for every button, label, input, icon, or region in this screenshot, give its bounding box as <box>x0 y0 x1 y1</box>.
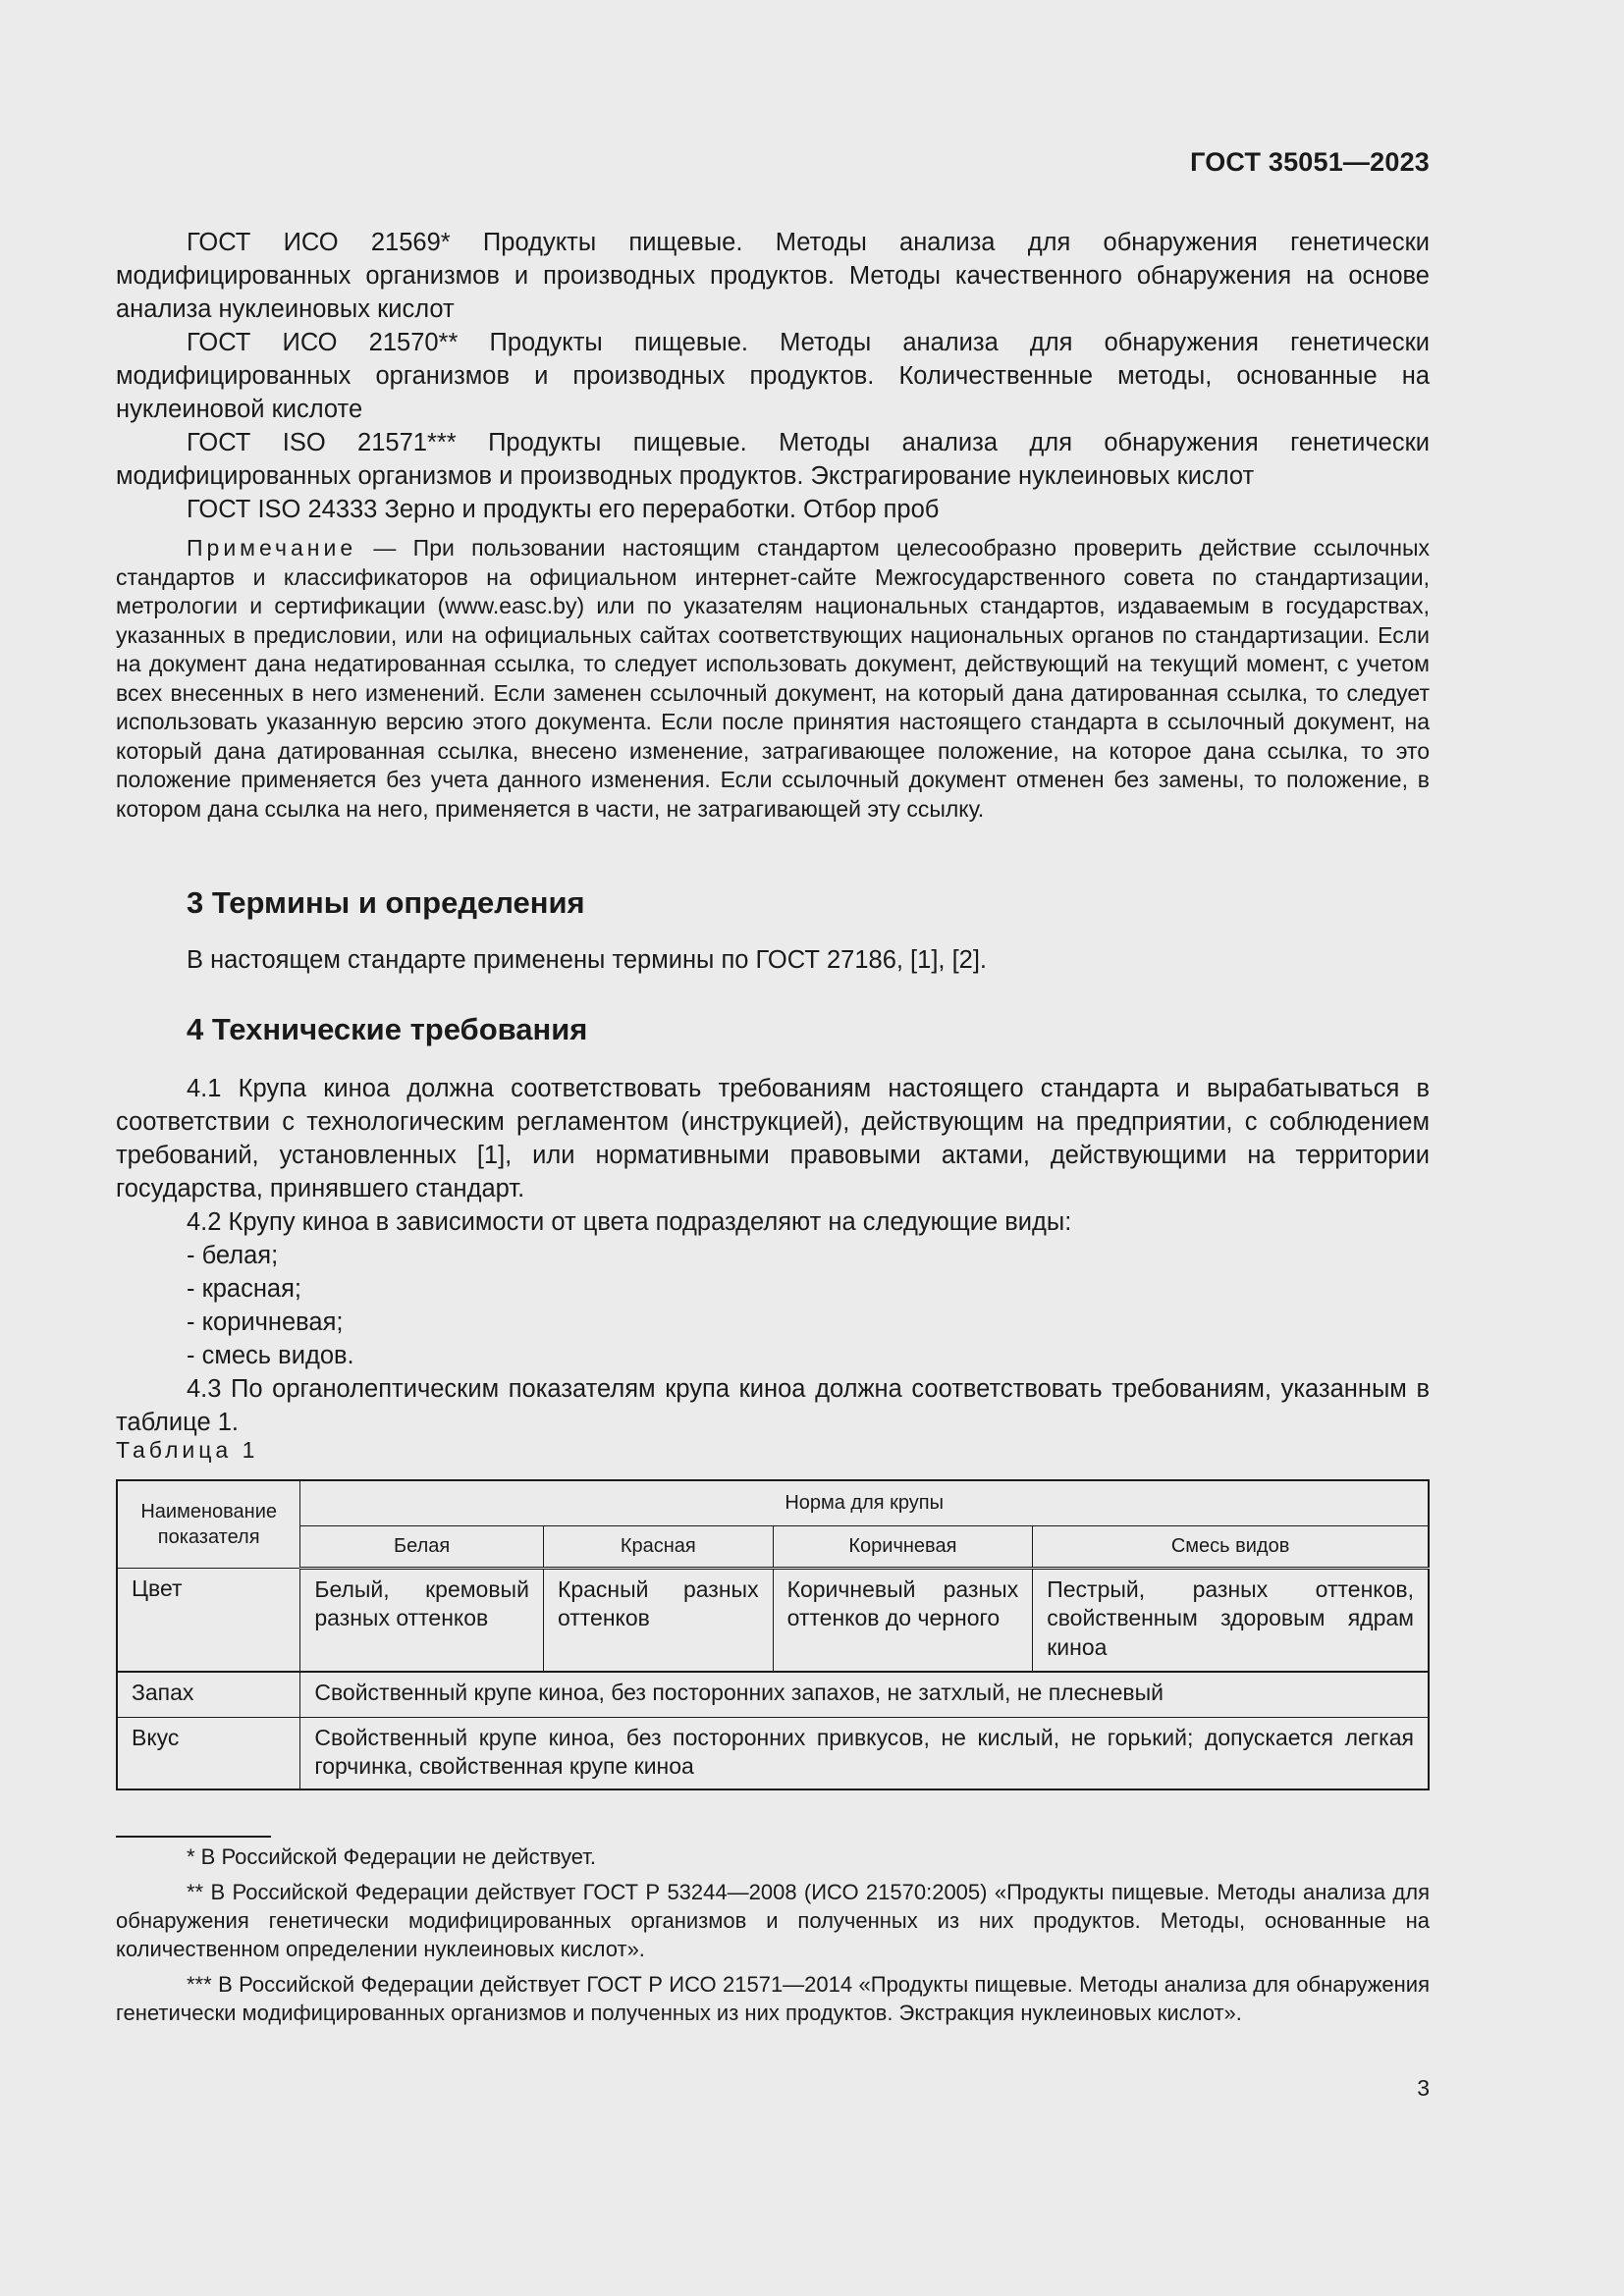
table-caption: Таблица 1 <box>116 1437 259 1463</box>
kind-list-item: - красная; <box>187 1275 302 1303</box>
note-label: Примечание <box>187 535 357 561</box>
table-row <box>117 1717 1429 1789</box>
row-name-color: Цвет <box>117 1568 300 1672</box>
table-cell: Свойственный крупе киноа, без посторонних запахов, не затхлый, не плесневый <box>300 1672 1429 1717</box>
col-header-group: Норма для крупы <box>300 1480 1429 1525</box>
col-header-white: Белая <box>300 1525 544 1568</box>
section-3-text: В настоящем стандарте применены термины по ГОСТ 27186, [1], [2]. <box>187 946 988 974</box>
section-4-heading: 4 Технические требования <box>187 1012 588 1046</box>
note-paragraph <box>116 534 1430 824</box>
reference-item: ГОСТ ISO 21571*** Продукты пищевые. Методы анализа для обнаружения генетически модифицированных организмов и производных продуктов. Экстрагирование нуклеиновых кислот <box>116 429 1430 490</box>
footnote-item: ** В Российской Федерации действует ГОСТ Р 53244—2008 (ИСО 21570:2005) «Продукты пищевые. Методы анализа для обнаружения генетически модифицированных организмов и полученных из них продуктов. Методы, основанные на количественном определении нуклеиновых кислот». <box>116 1880 1430 1961</box>
footnote-item: * В Российской Федерации не действует. <box>187 1844 596 1869</box>
document-header-code: ГОСТ 35051—2023 <box>1190 147 1430 177</box>
note-text: — При пользовании настоящим стандартом целесообразно проверить действие ссылочных стандартов и классификаторов на официальном интернет-сайте Межгосударственного совета по стандартизации, метрологии и сертификации (www.easc.by) или по указателям национальных стандартов, издаваемым в государствах, указанных в предисловии, или на официальных сайтах соответствующих национальных органов по стандартизации. Если на документ дана недатированная ссылка, то следует использовать документ, действующий на текущий момент, с учетом всех внесенных в него изменений. Если заменен ссылочный документ, на который дана датированная ссылка, то следует использовать указанную версию этого документа. Если после принятия настоящего стандарта в ссылочный документ, на который дана датированная ссылка, внесено изменение, затрагивающее положение, на которое дана ссылка, то это положение применяется без учета данного изменения. Если ссылочный документ отменен без замены, то положение, в котором дана ссылка на него, применяется в части, не затрагивающей эту ссылку. <box>116 535 1430 822</box>
clause-4-1: 4.1 Крупа киноа должна соответствовать требованиям настоящего стандарта и вырабатываться в соответствии с технологическим регламентом (инструкцией), действующим на предприятии, с соблюдением требований, установленных [1], или нормативными правовыми актами, действующими на территории государства, принявшего стандарт. <box>116 1075 1430 1202</box>
section-3-heading: 3 Термины и определения <box>187 885 585 920</box>
table-cell: Пестрый, разных оттенков, свойственным здоровым ядрам киноа <box>1033 1568 1429 1672</box>
clause-4-3: 4.3 По органолептическим показателям крупа киноа должна соответствовать требованиям, указанным в таблице 1. <box>116 1375 1430 1436</box>
footnotes <box>116 1842 1430 2034</box>
requirements-block <box>116 1072 1430 1439</box>
organoleptic-table <box>116 1479 1430 1790</box>
kind-list-item: - коричневая; <box>187 1308 344 1336</box>
col-header-indicator: Наименование показателя <box>117 1480 300 1568</box>
row-name-taste: Вкус <box>117 1717 300 1789</box>
clause-4-2: 4.2 Крупу киноа в зависимости от цвета подразделяют на следующие виды: <box>187 1208 1072 1236</box>
table-cell: Свойственный крупе киноа, без посторонних привкусов, не кислый, не горький; допускается легкая горчинка, свойственная крупе киноа <box>300 1717 1429 1789</box>
footnote-divider <box>116 1836 271 1838</box>
table-cell: Белый, кремовый разных оттенков <box>300 1568 544 1672</box>
reference-item: ГОСТ ISO 24333 Зерно и продукты его переработки. Отбор проб <box>187 496 940 523</box>
normative-references <box>116 226 1430 526</box>
page-number: 3 <box>1417 2075 1430 2101</box>
kind-list-item: - смесь видов. <box>187 1342 354 1369</box>
kind-list-item: - белая; <box>187 1242 279 1269</box>
col-header-mix: Смесь видов <box>1033 1525 1429 1568</box>
reference-item: ГОСТ ИСО 21570** Продукты пищевые. Методы анализа для обнаружения генетически модифицированных организмов и производных продуктов. Количественные методы, основанные на нуклеиновой кислоте <box>116 329 1430 423</box>
footnote-item: *** В Российской Федерации действует ГОСТ Р ИСО 21571—2014 «Продукты пищевые. Методы анализа для обнаружения генетически модифицированных организмов и полученных из них продуктов. Экстракция нуклеиновых кислот». <box>116 1972 1430 2025</box>
table-cell: Красный разных оттенков <box>543 1568 773 1672</box>
table-row <box>117 1672 1429 1717</box>
reference-item: ГОСТ ИСО 21569* Продукты пищевые. Методы анализа для обнаружения генетически модифицированных организмов и производных продуктов. Методы качественного обнаружения на основе анализа нуклеиновых кислот <box>116 229 1430 323</box>
table-row <box>117 1568 1429 1672</box>
table-cell: Коричневый разных оттенков до черного <box>773 1568 1033 1672</box>
col-header-brown: Коричневая <box>773 1525 1033 1568</box>
row-name-smell: Запах <box>117 1672 300 1717</box>
col-header-red: Красная <box>543 1525 773 1568</box>
